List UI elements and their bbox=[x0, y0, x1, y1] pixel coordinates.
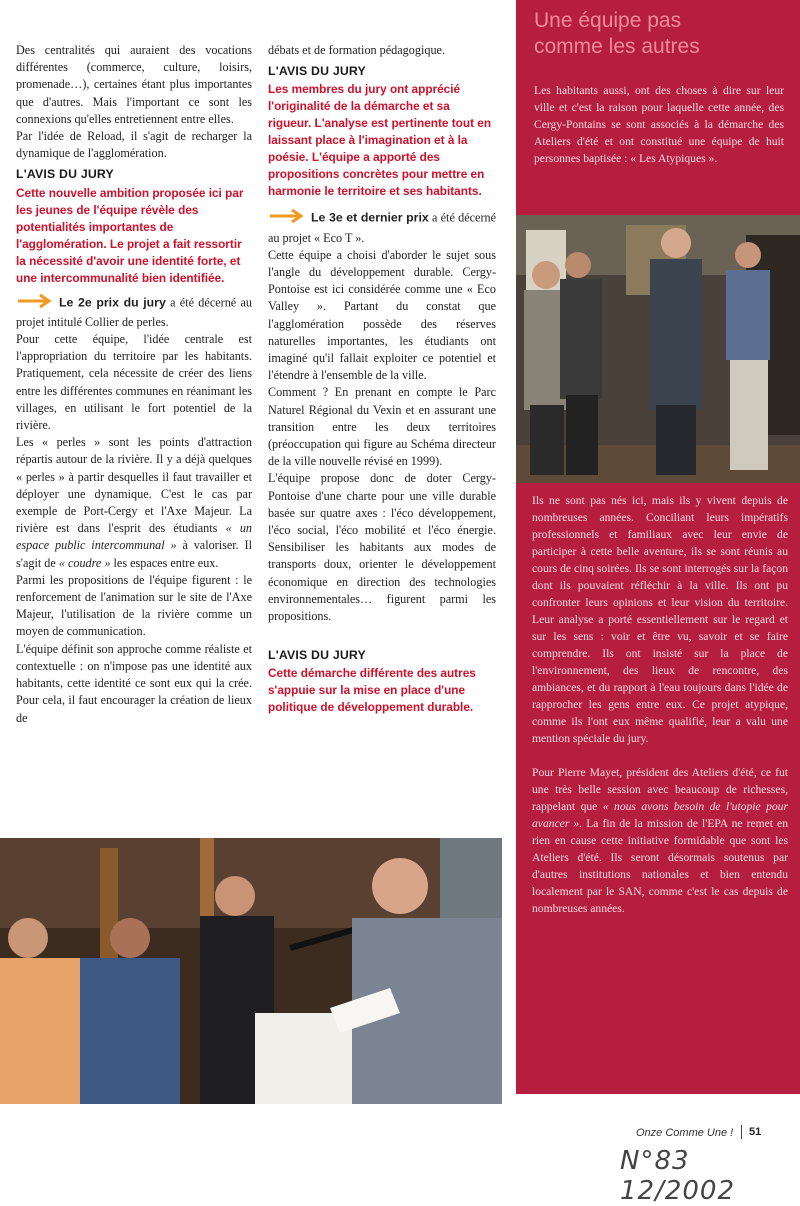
jury-heading: L'AVIS DU JURY bbox=[268, 648, 366, 663]
prize-paragraph bbox=[268, 208, 496, 246]
column-left bbox=[16, 42, 252, 727]
sidebar-intro bbox=[534, 82, 784, 167]
paragraph: Les habitants aussi, ont des choses à dire sur leur ville et c'est la raison pour laquelle cette année, des Cergy-Pontains se sont associés à la démarche des Ateliers d'été et ont constitué une équipe de huit personnes baptisée : « Les Atypiques ». bbox=[534, 84, 784, 165]
paragraph: Ils ne sont pas nés ici, mais ils y vivent depuis de nombreuses années. Conciliant leurs impératifs professionnels et familiaux avec leur envie de participer à cette belle aventure, ils se sont réunis au cours de cinq soirées. Ils se sont interrogés sur la façon dont ils pouvaient réfléchir à la ville. Ils ont pu confronter leurs opinions et leur vision du territoire. Leur analyse a porté essentiellement sur le regard et sur les sens : voir et être vu, savoir et se faire comprendre. Ils ont insisté sur la place de l'environnement, des lieux de rencontre, des ambiances, et du rapport à l'eau toujours dans l'idée de rapprocher les gens entre eux. Ce projet atypique, comme ils l'ont eux même qualifié, leur a valu une mention spéciale du jury. bbox=[532, 494, 788, 745]
quote: « un espace public intercommunal » bbox=[16, 521, 253, 553]
page-number: 51 bbox=[749, 1126, 762, 1138]
jury-heading: L'AVIS DU JURY bbox=[268, 64, 366, 79]
paragraph: Cette équipe a choisi d'aborder le sujet sous l'angle du développement durable. Cergy-Pontoise est ici considérée comme une « Eco Valley ». Partant du constat que l'agglomération possède des réserves naturelles importantes, les étudiants ont imaginé qu'il fallait exploiter ce potentiel et l'étendre à l'ensemble de la ville. bbox=[268, 247, 496, 383]
paragraph: Parmi les propositions de l'équipe figurent : le renforcement de l'animation sur le site de l'Axe Majeur, l'utilisation de la rivière comme un moyen de communication. bbox=[16, 572, 252, 639]
photo-team-group bbox=[516, 215, 800, 483]
photo-ceremony bbox=[0, 838, 502, 1104]
column-middle bbox=[268, 42, 496, 716]
quote: « coudre » bbox=[58, 555, 111, 570]
jury-verdict: Les membres du jury ont apprécié l'originalité de la démarche et sa rigueur. L'analyse est pertinente tout en laissant place à l'imagination et à la poésie. L'équipe a apporté des propositions concrètes pour mettre en harmonie le territoire et ses habitants. bbox=[268, 82, 492, 199]
paragraph bbox=[532, 764, 788, 917]
jury-heading: L'AVIS DU JURY bbox=[16, 167, 114, 182]
magazine-name: Onze Comme Une ! bbox=[636, 1127, 734, 1139]
paragraph: Comment ? En prenant en compte le Parc Naturel Régional du Vexin et en assurant une transition entre les deux territoires (préoccupation qui figure au Schéma directeur de la ville nouvelle révisé en 1999). bbox=[268, 385, 496, 469]
paragraph bbox=[16, 434, 252, 572]
prize-text: a été décerné au projet intitulé Collier de perles. bbox=[16, 295, 252, 329]
text-run: Les « perles » sont les points d'attraction répartis autour de la rivière. Il y a déjà quelques « perles » à partir desquelles il faut travailler et déployer une dynamique. C'est le cas par exemple de Port-Cergy et l'Axe Majeur. La rivière est dans l'esprit des étudiants bbox=[16, 435, 252, 536]
text-run: à valoriser. Il s'agit de bbox=[16, 538, 252, 570]
jury-verdict: Cette nouvelle ambition proposée ici par les jeunes de l'équipe révèle des potentialités importantes de l'agglomération. Le projet a fait ressortir la nécessité d'avoir une identité forte, et une intercommunalité bien identifiée. bbox=[16, 185, 244, 285]
arrow-right-icon bbox=[268, 208, 306, 229]
paragraph: L'équipe propose donc de doter Cergy-Pontoise d'une charte pour une ville durable basée sur quatre axes : l'éco développement, l'éco social, l'éco mobilité et l'éco énergie. Sensibiliser les habitants aux modes de transports doux, orienter le développement économique en direction des technologies environnementales… figurent parmi les propositions. bbox=[268, 471, 496, 624]
sidebar-title: Une équipe pas comme les autres bbox=[534, 9, 700, 58]
text-run: les espaces entre eux. bbox=[113, 555, 219, 570]
prize-label: Le 2e prix du jury bbox=[59, 295, 166, 310]
prize-label: Le 3e et dernier prix bbox=[311, 210, 429, 225]
jury-verdict: Cette démarche différente des autres s'appuie sur la mise en place d'une politique de développement durable. bbox=[268, 666, 476, 715]
paragraph: Des centralités qui auraient des vocations différentes (commerce, culture, loisirs, promenade…), certaines étant plus importantes que d'autres. Mais l'important ce sont les connexions qu'elles entretiennent entre elles. bbox=[16, 43, 252, 126]
paragraph: L'équipe définit son approche comme réaliste et contextuelle : on n'impose pas une identité aux habitants, cette identité ce sont eux qui la crée. Pour cela, il faut encourager la création de lieux de bbox=[16, 641, 252, 725]
prize-paragraph bbox=[16, 293, 252, 331]
paragraph: Pour cette équipe, l'idée centrale est l'appropriation du territoire par les habitants. Pratiquement, cela nécessite de créer des liens entre les différentes communes en réanimant les villages, en utilisant le fort potentiel de la rivière. bbox=[16, 332, 252, 433]
prize-text: a été décerné au projet « Eco T ». bbox=[268, 210, 497, 245]
paragraph: Par l'idée de Reload, il s'agit de recharger la dynamique de l'agglomération. bbox=[16, 129, 252, 161]
sidebar-body bbox=[532, 492, 788, 917]
text-run: Pour Pierre Mayet, président des Ateliers d'été, ce fut une très belle session avec beaucoup de richesses, rappelant que bbox=[532, 766, 788, 813]
paragraph: débats et de formation pédagogique. bbox=[268, 43, 445, 57]
handwritten-issue-note: N°83 12/2002 bbox=[620, 1146, 736, 1206]
text-run: La fin de la mission de l'EPA ne remet en rien en cause cette initiative formidable que sont les Ateliers d'été. Ils seront désormais soutenus par d'autres institutions nationales et bien entendu localement par le SAN, comme c'est le cas depuis de nombreuses années. bbox=[532, 817, 789, 915]
quote: « nous avons besoin de l'utopie pour avancer ». bbox=[532, 800, 788, 830]
arrow-right-icon bbox=[16, 293, 54, 314]
page-separator bbox=[741, 1125, 742, 1139]
